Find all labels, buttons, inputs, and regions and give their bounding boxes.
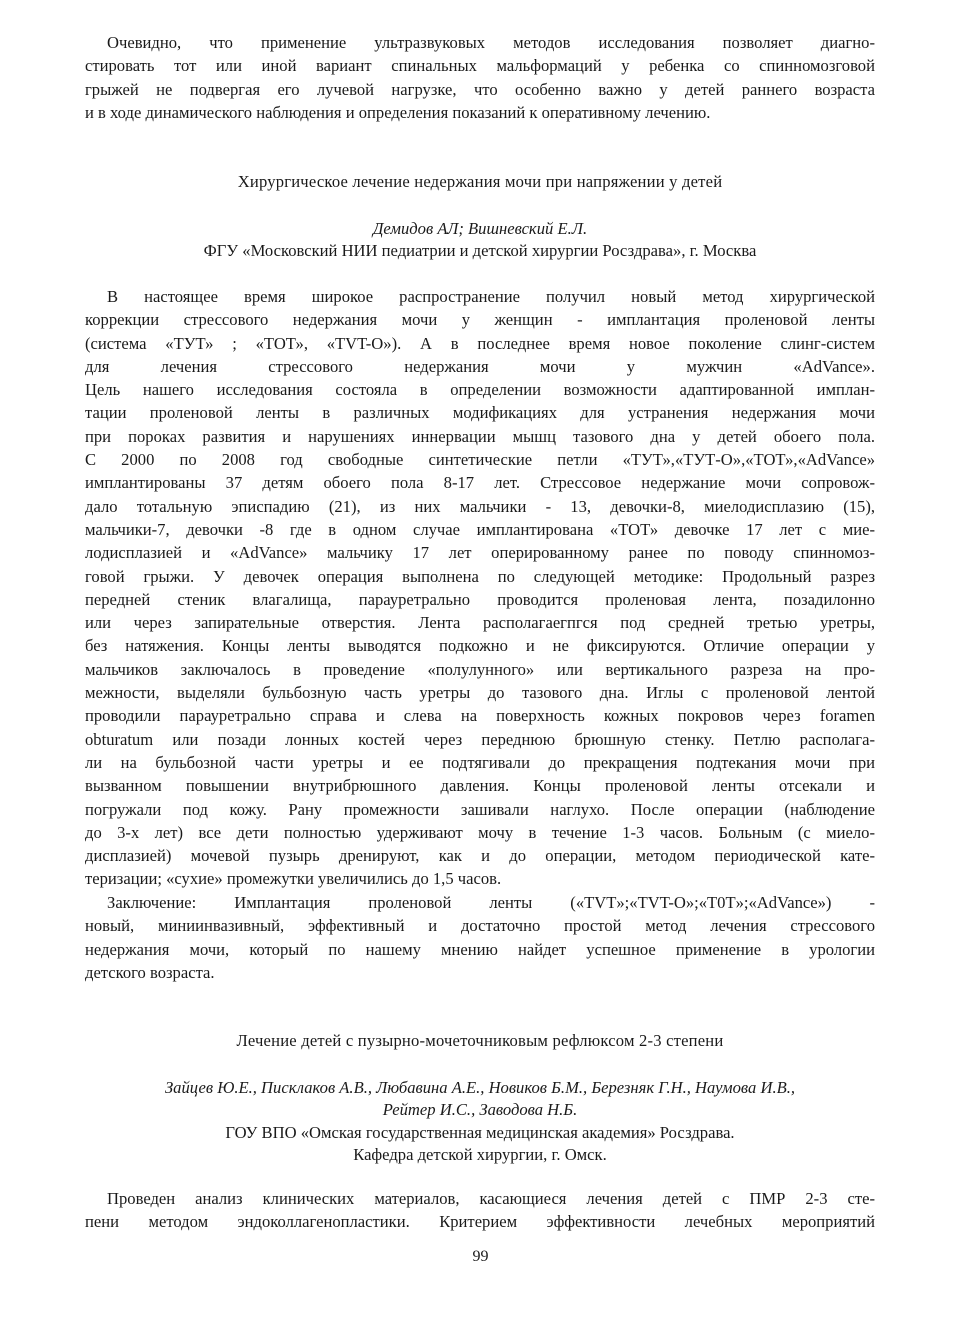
text-line: и в ходе динамического наблюдения и определения показаний к оперативному лечению. bbox=[85, 102, 711, 122]
text-line: для лечения стрессового недержания мочи у мужчин «AdVance». bbox=[85, 356, 875, 376]
text-line: межности, выделяли бульбозную часть уретры до тазового дна. Иглы с проленовой лентой bbox=[85, 683, 875, 703]
article2-affiliation-line1: ГОУ ВПО «Омская государственная медицинская академия» Росздрава. bbox=[225, 1123, 735, 1142]
text-line: Проведен анализ клинических материалов, касающиеся лечения детей с ПМР 2-3 сте- bbox=[107, 1189, 875, 1208]
article2-authors-line1: Зайцев Ю.Е., Писклаков А.В., Любавина А.Е., Новиков Б.М., Березняк Г.Н., Наумова И.В., bbox=[164, 1078, 796, 1097]
intro-paragraph bbox=[85, 31, 875, 124]
text-line: Очевидно, что применение ультразвуковых методов исследования позволяет диагно- bbox=[107, 33, 875, 52]
text-line: новый, миниинвазивный, эффективный и достаточно простой метод лечения стрессового bbox=[85, 916, 875, 936]
text-line: obturatum или позади лонных костей через переднюю брюшную стенку. Петлю располага- bbox=[85, 729, 875, 749]
text-line: проводили парауретрально справа и слева на поверхность кожных покровов через foramen bbox=[85, 706, 875, 726]
text-line: при пороках развития и нарушениях иннервации мышц тазового дна у детей обоего пола. bbox=[85, 426, 875, 446]
text-line: мальчиков заключалось в проведение «полулунного» или вертикального разреза на про- bbox=[85, 659, 875, 679]
text-line: имплантированы 37 детям обоего пола 8-17 лет. Стрессовое недержание мочи сопровож- bbox=[85, 473, 875, 493]
text-line: говой грыжи. У девочек операция выполнена по следующей методике: Продольный разрез bbox=[85, 566, 875, 586]
article2-title: Лечение детей с пузырно-мочеточниковым рефлюксом 2-3 степени bbox=[236, 1031, 724, 1050]
text-line: Заключение: Имплантация проленовой ленты («TVT»;«TVT-O»;«T0T»;«AdVance») - bbox=[107, 893, 875, 912]
article2-authors-line2: Рейтер И.С., Заводова Н.Б. bbox=[382, 1100, 578, 1119]
text-line: дисплазией) мочевой пузырь дренируют, как и до операции, методом периодической кате- bbox=[85, 846, 875, 866]
text-line: стировать тот или иной вариант спинальных мальформаций у ребенка со спинномозговой bbox=[85, 56, 875, 76]
text-line: или через запирательные отверстия. Лента располагаегпгся под средней третью уретры, bbox=[85, 613, 875, 633]
text-line: теризации; «сухие» промежутки увеличились до 1,5 часов. bbox=[85, 869, 502, 889]
page-number: 99 bbox=[472, 1248, 489, 1265]
text-line: тации проленовой ленты в различных модификациях для устранения недержания мочи bbox=[85, 403, 875, 423]
text-line: коррекции стрессового недержания мочи у женщин - имплантация проленовой ленты bbox=[85, 310, 875, 330]
text-line: вызванном повышении внутрибрюшного давления. Концы проленовой ленты отсекали и bbox=[85, 776, 875, 796]
text-line: грыжей не подвергая его лучевой нагрузке, что особенно важно у детей раннего возраста bbox=[85, 79, 875, 99]
text-line: без натяжения. Концы ленты выводятся подкожно и не фиксируются. Отличие операции у bbox=[85, 636, 875, 656]
text-line: до 3-х лет) все дети полностью удерживают мочу в течение 1-3 часов. Больным (с миело- bbox=[85, 822, 875, 842]
text-line: пени методом эндоколлагенопластики. Критерием эффективности лечебных мероприятий bbox=[85, 1212, 875, 1232]
text-line: мальчики-7, девочки -8 где в одном случае имплантирована «ТОТ» девочке 17 лет с мие- bbox=[85, 519, 875, 539]
text-line: детского возраста. bbox=[85, 962, 215, 982]
article1-body bbox=[85, 285, 875, 891]
text-line: ли на бульбозной части уретры и ее подтягивали до прекращения подтекания мочи при bbox=[85, 752, 875, 772]
text-line: передней стеник влагалища, парауретрально проводится проленовая лента, позадилонно bbox=[85, 589, 875, 609]
article1-conclusion bbox=[85, 891, 875, 984]
text-line: (система «ТУТ» ; «ТОТ», «TVT-O»). А в последнее время новое поколение слинг-систем bbox=[85, 333, 875, 353]
article2-affiliation-line2: Кафедра детской хирургии, г. Омск. bbox=[353, 1145, 607, 1164]
text-line: недержания мочи, который по нашему мнению найдет успешное применение в урологии bbox=[85, 939, 875, 959]
text-line: Цель нашего исследования состояла в определении возможности адаптированной имплан- bbox=[85, 380, 875, 400]
text-line: В настоящее время широкое распространение получил новый метод хирургической bbox=[107, 287, 875, 306]
article1-affiliation: ФГУ «Московский НИИ педиатрии и детской хирургии Росздрава», г. Москва bbox=[203, 241, 757, 260]
article1-authors: Демидов АЛ; Вишневский Е.Л. bbox=[372, 219, 588, 238]
article1-title: Хирургическое лечение недержания мочи при напряжении у детей bbox=[237, 172, 723, 191]
text-line: лодисплазией и «AdVance» мальчику 17 лет оперированному ранее по поводу спинномоз- bbox=[85, 543, 875, 563]
text-line: погружали под кожу. Рану промежности зашивали наглухо. После операции (наблюдение bbox=[85, 799, 875, 819]
text-line: дало тотальную эписпадию (21), из них мальчики - 13, девочки-8, миелодисплазию (15), bbox=[85, 496, 875, 516]
text-line: С 2000 по 2008 год свободные синтетические петли «ТУТ»,«ТУТ-О»,«ТОТ»,«AdVance» bbox=[85, 450, 875, 470]
article2-body bbox=[85, 1187, 875, 1234]
